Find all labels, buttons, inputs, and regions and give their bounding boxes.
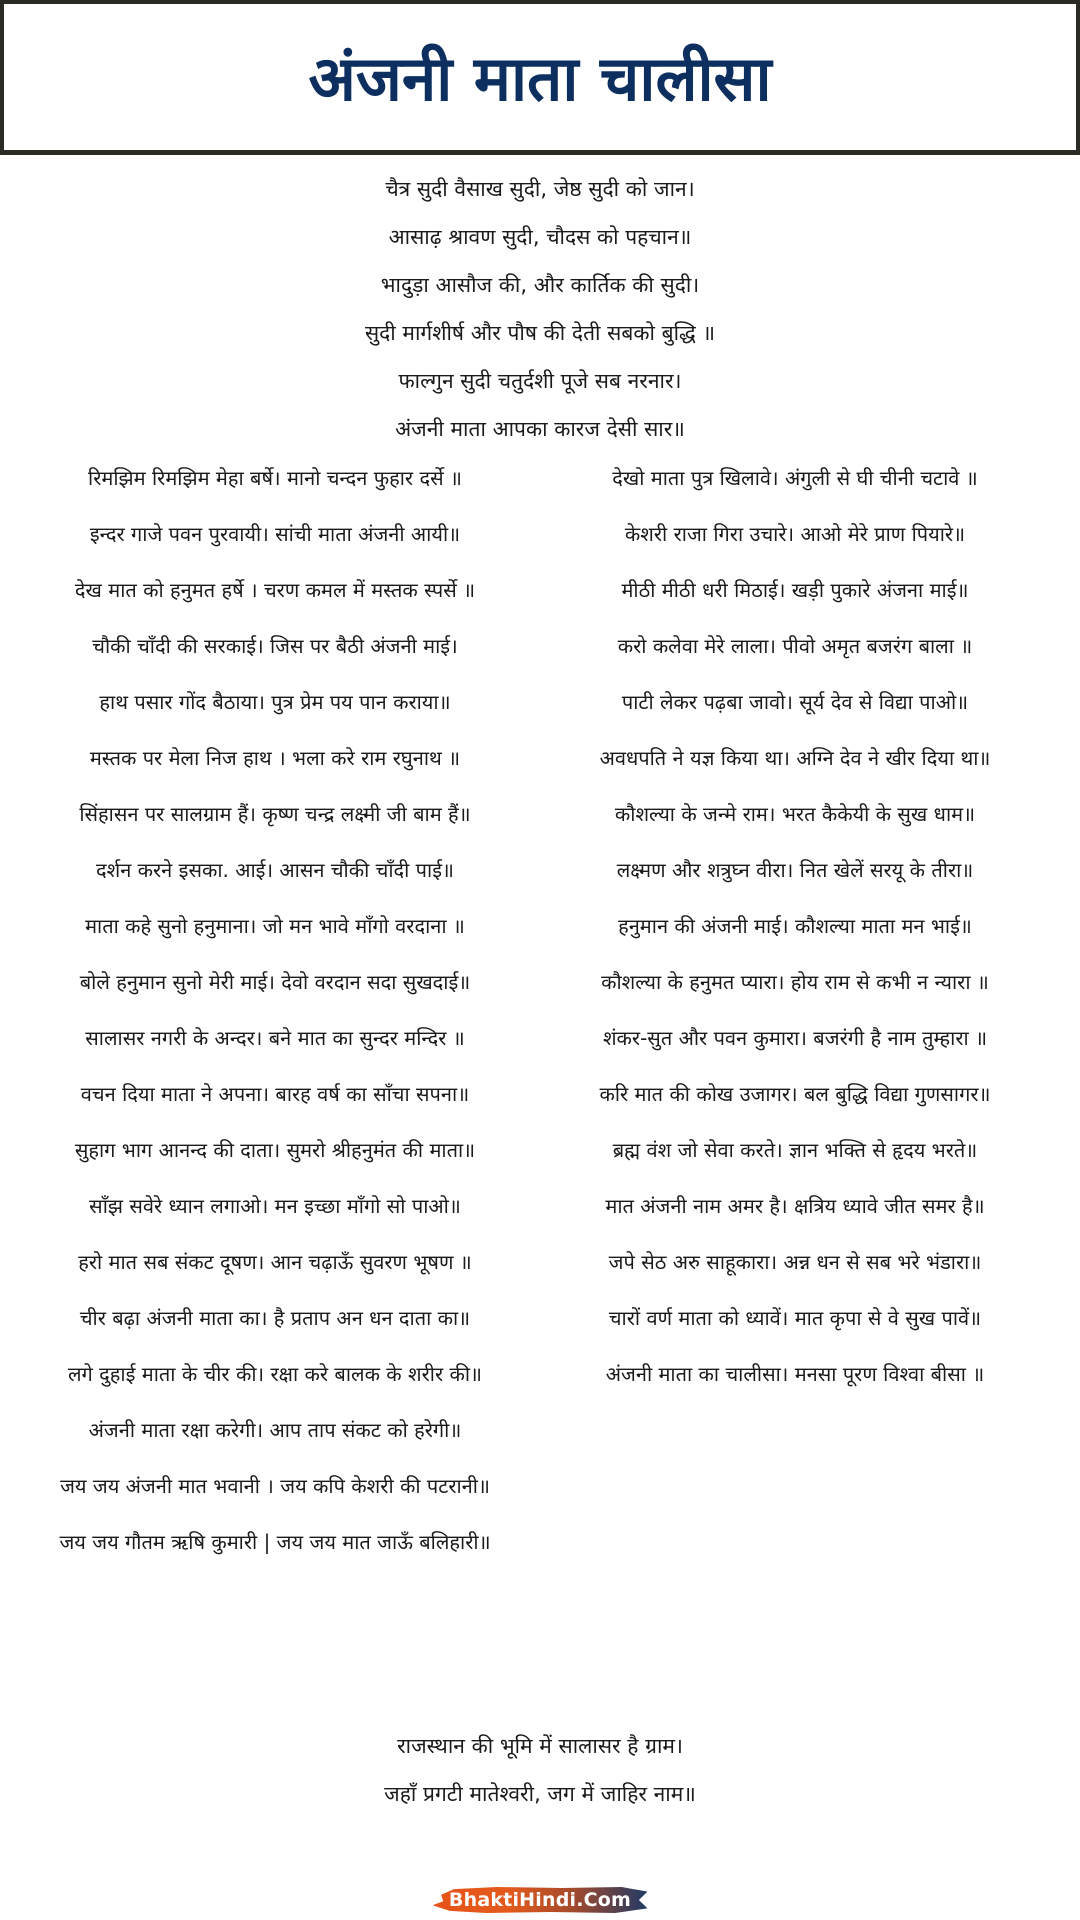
chaupai-line: केशरी राजा गिरा उचारे। आओ मेरे प्राण पियारे॥	[624, 522, 966, 546]
doha-line: राजस्थान की भूमि में सालासर है ग्राम।	[397, 1734, 683, 1758]
chaupai-line: लगे दुहाई माता के चीर की। रक्षा करे बालक के शरीर की॥	[67, 1362, 483, 1386]
chaupai-line: मीठी मीठी धरी मिठाई। खड़ी पुकारे अंजना माई॥	[621, 578, 969, 602]
chaupai-line: मस्तक पर मेला निज हाथ । भला करे राम रघुनाथ ॥	[89, 746, 461, 770]
chaupai-line: जपे सेठ अरु साहूकारा। अन्न धन से सब भरे भंडारा॥	[608, 1250, 982, 1274]
chaupai-line: कौशल्या के हनुमत प्यारा। होय राम से कभी न न्यारा ॥	[601, 970, 989, 994]
chaupai-line: चौकी चाँदी की सरकाई। जिस पर बैठी अंजनी माई।	[92, 634, 458, 658]
chaupai-line: करो कलेवा मेरे लाला। पीवो अमृत बजरंग बाला ॥	[617, 634, 973, 658]
chaupai-right-column	[570, 455, 1020, 1407]
chaupai-line: सालासर नगरी के अन्दर। बने मात का सुन्दर मन्दिर ॥	[85, 1026, 465, 1050]
chaupai-line: चारों वर्ण माता को ध्यावें। मात कृपा से वे सुख पावें॥	[608, 1306, 982, 1330]
doha-line: सुदी मार्गशीर्ष और पौष की देती सबको बुद्धि ॥	[364, 321, 716, 345]
chaupai-line: अंजनी माता का चालीसा। मनसा पूरण विश्वा बीसा ॥	[605, 1362, 985, 1386]
chaupai-line: पाटी लेकर पढ़बा जावो। सूर्य देव से विद्या पाओ॥	[621, 690, 969, 714]
chaupai-line: हरो मात सब संकट दूषण। आन चढ़ाऊँ सुवरण भूषण ॥	[78, 1250, 472, 1274]
chaupai-line: हनुमान की अंजनी माई। कौशल्या माता मन भाई॥	[618, 914, 972, 938]
chaupai-line: वचन दिया माता ने अपना। बारह वर्ष का साँचा सपना॥	[80, 1082, 470, 1106]
chaupai-line: मात अंजनी नाम अमर है। क्षत्रिय ध्यावे जीत समर है॥	[605, 1194, 985, 1218]
chaupai-line: इन्दर गाजे पवन पुरवायी। सांची माता अंजनी आयी॥	[89, 522, 461, 546]
footer	[0, 1884, 1080, 1916]
chaupai-line: कौशल्या के जन्मे राम। भरत कैकेयी के सुख धाम॥	[614, 802, 976, 826]
doha-line: अंजनी माता आपका कारज देसी सार॥	[395, 417, 685, 441]
doha-line: भादुड़ा आसौज की, और कार्तिक की सुदी।	[380, 273, 700, 297]
intro-doha	[0, 165, 1080, 453]
page-title: अंजनी माता चालीसा	[308, 42, 772, 115]
chaupai-line: लक्ष्मण और शत्रुघ्न वीरा। नित खेलें सरयू के तीरा॥	[616, 858, 974, 882]
title-banner	[0, 0, 1080, 155]
doha-line: आसाढ़ श्रावण सुदी, चौदस को पहचान॥	[388, 225, 692, 249]
chaupai-line: रिमझिम रिमझिम मेहा बर्षे। मानो चन्दन फुहार दर्से ॥	[88, 466, 462, 490]
logo-text: BhaktiHindi.Com	[448, 1889, 632, 1911]
chaupai-line: दर्शन करने इसका. आई। आसन चौकी चाँदी पाई॥	[95, 858, 455, 882]
chaupai-line: सिंहासन पर सालग्राम हैं। कृष्ण चन्द्र लक्ष्मी जी बाम हैं॥	[79, 802, 471, 826]
chaupai-line: सुहाग भाग आनन्द की दाता। सुमरो श्रीहनुमंत की माता॥	[74, 1138, 476, 1162]
chaupai-line: हाथ पसार गोंद बैठाया। पुत्र प्रेम पय पान कराया॥	[99, 690, 451, 714]
chaupai-left-column	[30, 455, 520, 1575]
chaupai-line: ब्रह्म वंश जो सेवा करते। ज्ञान भक्ति से हृदय भरते॥	[612, 1138, 978, 1162]
chaupai-line: माता कहे सुनो हनुमाना। जो मन भावे माँगो वरदाना ॥	[85, 914, 465, 938]
doha-line: चैत्र सुदी वैसाख सुदी, जेष्ठ सुदी को जान।	[385, 177, 695, 201]
doha-line: जहाँ प्रगटी मातेश्वरी, जग में जाहिर नाम॥	[384, 1782, 696, 1806]
chaupai-line: साँझ सवेरे ध्यान लगाओ। मन इच्छा माँगो सो पाओ॥	[89, 1194, 461, 1218]
chaupai-line: जय जय गौतम ऋषि कुमारी | जय जय मात जाऊँ बलिहारी॥	[59, 1530, 491, 1554]
chaupai-line: चीर बढ़ा अंजनी माता का। है प्रताप अन धन दाता का॥	[79, 1306, 471, 1330]
chaupai-line: जय जय अंजनी मात भवानी । जय कपि केशरी की पटरानी॥	[60, 1474, 490, 1498]
chaupai-line: शंकर-सुत और पवन कुमारा। बजरंगी है नाम तुम्हारा ॥	[602, 1026, 988, 1050]
chaupai-line: अंजनी माता रक्षा करेगी। आप ताप संकट को हरेगी॥	[88, 1418, 462, 1442]
outro-doha	[0, 1722, 1080, 1818]
doha-line: फाल्गुन सुदी चतुर्दशी पूजे सब नरनार।	[398, 369, 682, 393]
site-logo	[433, 1884, 648, 1916]
chaupai-line: देख मात को हनुमत हर्षे । चरण कमल में मस्तक स्पर्से ॥	[74, 578, 476, 602]
chaupai-line: करि मात की कोख उजागर। बल बुद्धि विद्या गुणसागर॥	[599, 1082, 991, 1106]
chaupai-line: देखो माता पुत्र खिलावे। अंगुली से घी चीनी चटावे ॥	[612, 466, 978, 490]
chaupai-line: बोले हनुमान सुनो मेरी माई। देवो वरदान सदा सुखदाई॥	[79, 970, 471, 994]
chaupai-line: अवधपति ने यज्ञ किया था। अग्नि देव ने खीर दिया था॥	[599, 746, 991, 770]
